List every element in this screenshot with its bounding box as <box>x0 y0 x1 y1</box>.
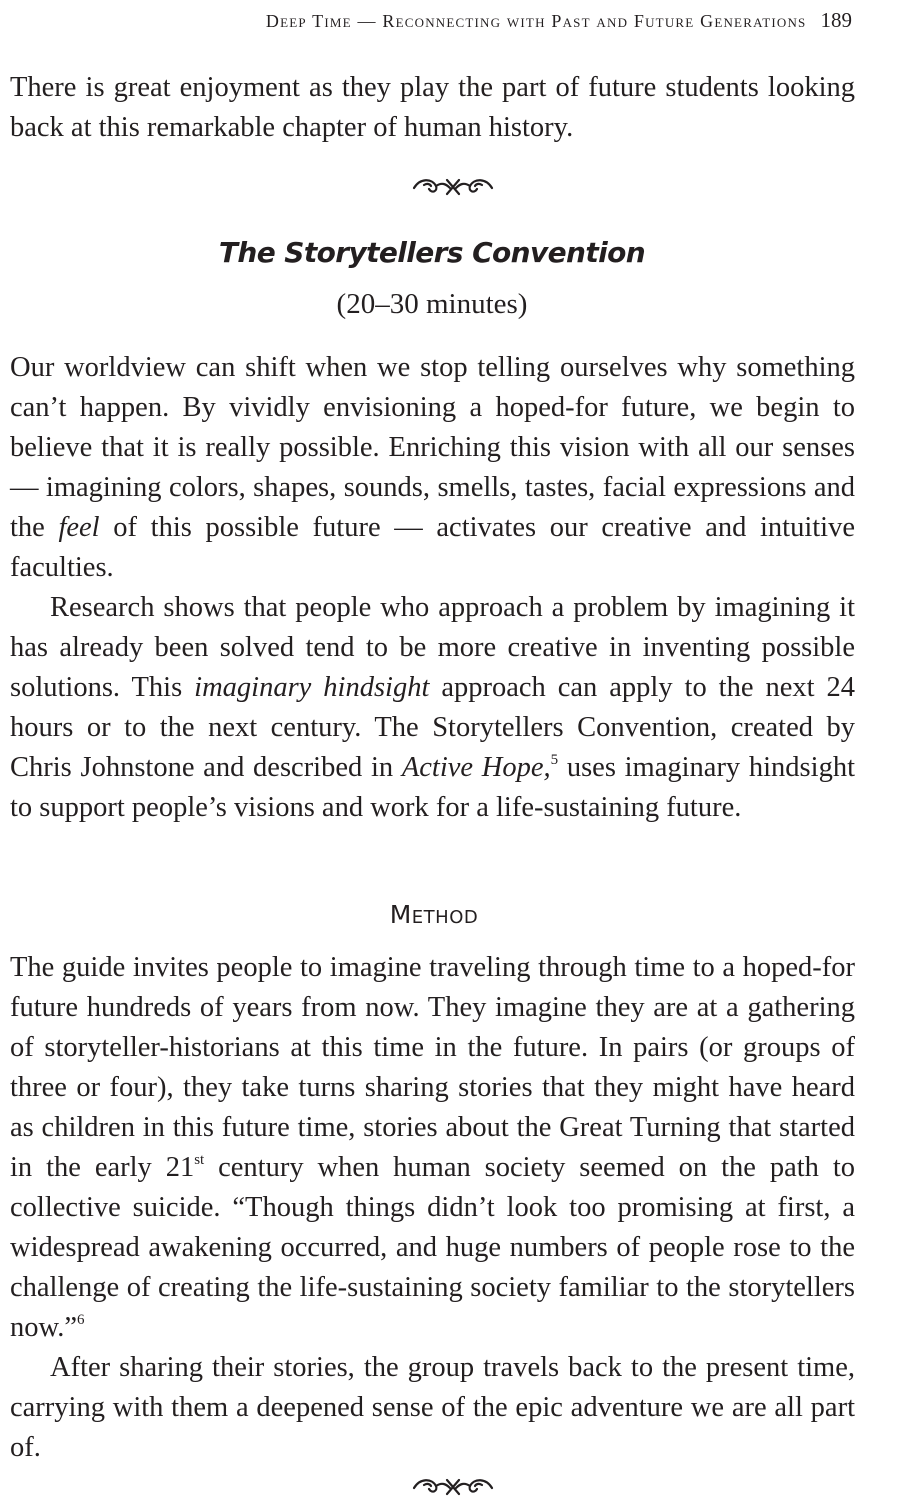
method-heading: Method <box>389 900 479 929</box>
paragraph-1 <box>10 348 855 588</box>
paragraph-2-emphasis-1: imaginary hindsight <box>194 672 430 703</box>
paragraph-1-text-b: of this possible future — activates our creative and intuitive faculties. <box>10 512 855 583</box>
paragraph-1-text-a: Our worldview can shift when we stop telling ourselves why something can’t happen. By vividly envisioning a hoped-for future, we begin to believe that it is really possible. Enriching this vision with all our senses — imagining colors, shapes, sounds, smells, tastes, facial expressions and the <box>10 352 855 543</box>
paragraph-2-text-b: approach can apply to the next 24 hours or to the next century. The Storytellers Convention, created by Chris Johnstone and described in <box>10 672 855 783</box>
paragraph-2 <box>10 588 855 828</box>
ordinal-superscript: st <box>194 1152 205 1168</box>
method-section <box>10 948 855 1468</box>
paragraph-2-text-c: uses imaginary hindsight to support people’s visions and work for a life-sustaining future. <box>10 752 855 823</box>
paragraph-2-text-a: Research shows that people who approach a problem by imagining it has already been solved tend to be more creative in inventing possible solutions. This <box>10 592 855 703</box>
running-title: Deep Time — Reconnecting with Past and Future Generations <box>265 11 807 31</box>
method-paragraph-1-text-a: The guide invites people to imagine traveling through time to a hoped-for future hundreds of years from now. They imagine they are at a gathering of storyteller-historians at this time in the future. In pairs (or groups of three or four), they take turns sharing stories that they might have heard as children in this future time, stories about the Great Turning that started in the early 21 <box>10 952 855 1183</box>
convention-description <box>10 348 855 828</box>
page-number: 189 <box>820 8 852 32</box>
vine-flourish-icon <box>0 174 905 203</box>
method-paragraph-1-text-b: century when human society seemed on the path to collective suicide. “Though things didn’t look too promising at first, a widespread awakening occurred, and huge numbers of people rose to the challenge of creating the life-sustaining society familiar to the storytellers now.” <box>10 1152 855 1343</box>
running-header <box>0 8 852 33</box>
paragraph-1-emphasis: feel <box>58 512 100 543</box>
method-paragraph-1 <box>10 948 855 1348</box>
intro-text: There is great enjoyment as they play the part of future students looking back at this remarkable chapter of human history. <box>10 72 855 143</box>
footnote-ref-5: 5 <box>550 752 559 768</box>
intro-paragraph <box>10 68 855 148</box>
vine-flourish-icon <box>0 1474 905 1503</box>
section-title: The Storytellers Convention <box>218 236 646 269</box>
method-paragraph-2: After sharing their stories, the group travels back to the present time, carrying with them a deepened sense of the epic adventure we are all part of. <box>10 1352 855 1463</box>
paragraph-2-emphasis-2: Active Hope, <box>401 752 551 783</box>
footnote-ref-6: 6 <box>77 1312 85 1328</box>
section-duration: (20–30 minutes) <box>336 288 528 320</box>
